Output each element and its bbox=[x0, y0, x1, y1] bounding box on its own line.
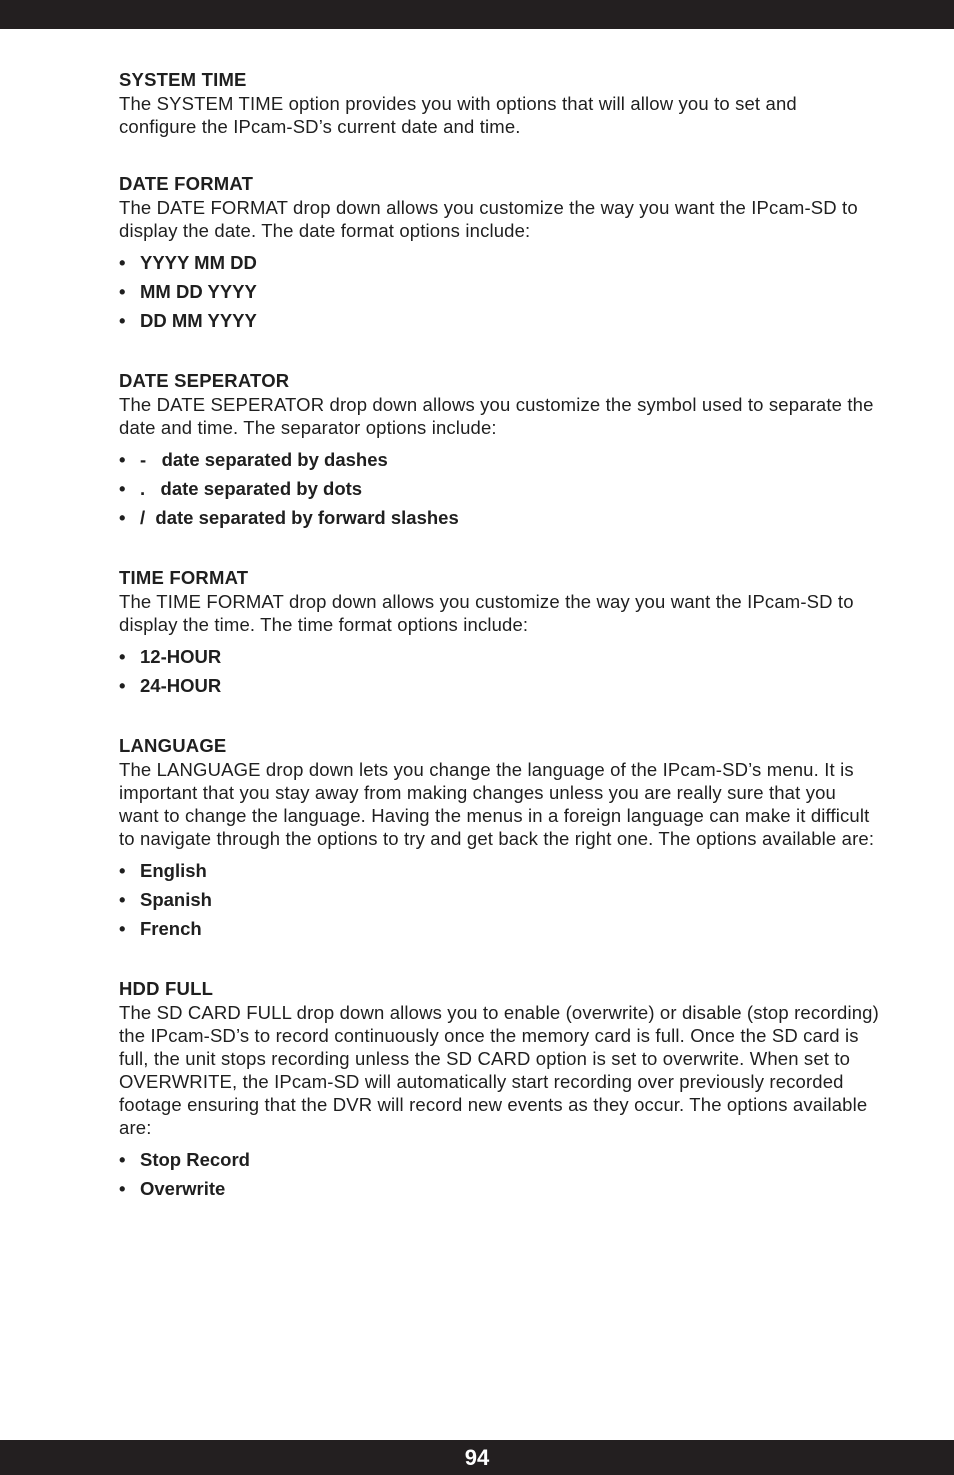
section-1 bbox=[119, 68, 879, 138]
bullet-icon: • bbox=[119, 889, 126, 910]
option-list bbox=[119, 445, 879, 532]
section-title: SYSTEM TIME bbox=[119, 69, 247, 90]
section-body: The DATE SEPERATOR drop down allows you customize the symbol used to separate the date and time. The separator options include: bbox=[119, 394, 874, 438]
bullet-icon: • bbox=[119, 675, 126, 696]
option-item bbox=[119, 474, 879, 503]
bullet-icon: • bbox=[119, 449, 126, 470]
section-body: The SYSTEM TIME option provides you with options that will allow you to set and configure the IPcam-SD’s current date and time. bbox=[119, 93, 797, 137]
footer-bar bbox=[0, 1440, 954, 1475]
option-list bbox=[119, 856, 879, 943]
section-body: The LANGUAGE drop down lets you change the language of the IPcam-SD’s menu. It is important that you stay away from making changes unless you are really sure that you want to change the language. Having the menus in a foreign language can make it difficult to navigate through the options to try and get back the right one. The options available are: bbox=[119, 759, 875, 849]
bullet-icon: • bbox=[119, 860, 126, 881]
option-item bbox=[119, 306, 879, 335]
option-label: YYYY MM DD bbox=[140, 252, 257, 273]
option-label: Stop Record bbox=[140, 1149, 250, 1170]
section-title: DATE FORMAT bbox=[119, 173, 254, 194]
option-label: / date separated by forward slashes bbox=[140, 507, 459, 528]
section-3 bbox=[119, 369, 879, 532]
option-label: . date separated by dots bbox=[140, 478, 363, 499]
option-label: French bbox=[140, 918, 202, 939]
bullet-icon: • bbox=[119, 310, 126, 331]
section-2 bbox=[119, 172, 879, 335]
option-label: Spanish bbox=[140, 889, 212, 910]
option-label: - date separated by dashes bbox=[140, 449, 388, 470]
option-item bbox=[119, 914, 879, 943]
bullet-icon: • bbox=[119, 507, 126, 528]
page-content bbox=[119, 68, 879, 1237]
section-title: HDD FULL bbox=[119, 978, 214, 999]
option-list bbox=[119, 248, 879, 335]
section-4 bbox=[119, 566, 879, 700]
bullet-icon: • bbox=[119, 918, 126, 939]
bullet-icon: • bbox=[119, 281, 126, 302]
section-5 bbox=[119, 734, 879, 943]
page-number: 94 bbox=[464, 1445, 490, 1470]
option-label: DD MM YYYY bbox=[140, 310, 257, 331]
option-label: English bbox=[140, 860, 207, 881]
option-label: 24-HOUR bbox=[140, 675, 222, 696]
option-item bbox=[119, 503, 879, 532]
option-item bbox=[119, 671, 879, 700]
option-item bbox=[119, 445, 879, 474]
option-list bbox=[119, 642, 879, 700]
bullet-icon: • bbox=[119, 1178, 126, 1199]
option-item bbox=[119, 642, 879, 671]
section-6 bbox=[119, 977, 879, 1203]
bullet-icon: • bbox=[119, 1149, 126, 1170]
section-body: The TIME FORMAT drop down allows you customize the way you want the IPcam-SD to display the time. The time format options include: bbox=[119, 591, 854, 635]
option-label: Overwrite bbox=[140, 1178, 226, 1199]
bullet-icon: • bbox=[119, 646, 126, 667]
header-bar bbox=[0, 0, 954, 29]
option-item bbox=[119, 856, 879, 885]
section-title: DATE SEPERATOR bbox=[119, 370, 290, 391]
section-body: The DATE FORMAT drop down allows you customize the way you want the IPcam-SD to display the date. The date format options include: bbox=[119, 197, 858, 241]
section-body: The SD CARD FULL drop down allows you to enable (overwrite) or disable (stop recording) the IPcam-SD’s to record continuously once the memory card is full. Once the SD card is full, the unit stops recording unless the SD CARD option is set to overwrite. When set to OVERWRITE, the IPcam-SD will automatically start recording over previously recorded footage ensuring that the DVR will record new events as they occur. The options available are: bbox=[119, 1002, 879, 1138]
option-item bbox=[119, 277, 879, 306]
option-item bbox=[119, 1174, 879, 1203]
option-item bbox=[119, 248, 879, 277]
option-label: 12-HOUR bbox=[140, 646, 222, 667]
option-item bbox=[119, 1145, 879, 1174]
section-title: LANGUAGE bbox=[119, 735, 227, 756]
section-title: TIME FORMAT bbox=[119, 567, 249, 588]
option-item bbox=[119, 885, 879, 914]
bullet-icon: • bbox=[119, 478, 126, 499]
option-label: MM DD YYYY bbox=[140, 281, 257, 302]
bullet-icon: • bbox=[119, 252, 126, 273]
option-list bbox=[119, 1145, 879, 1203]
